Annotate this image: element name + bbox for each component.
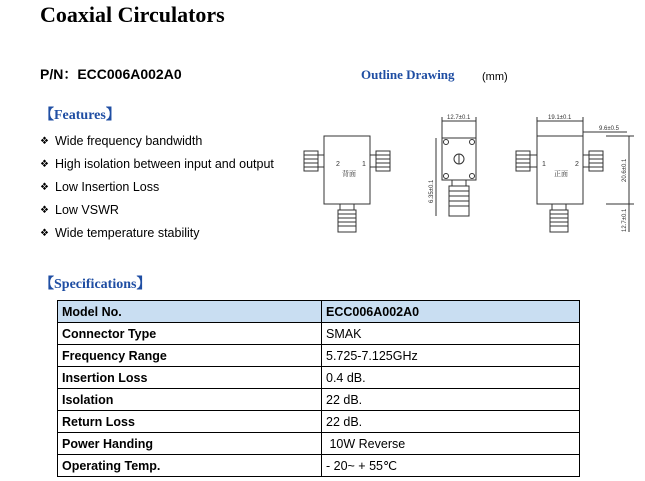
front-view <box>516 115 634 232</box>
spec-value: 10W Reverse <box>322 433 580 455</box>
port-label: 2 <box>336 161 340 168</box>
diamond-bullet-icon: ❖ <box>40 228 49 239</box>
diamond-bullet-icon: ❖ <box>40 205 49 216</box>
table-row <box>58 323 580 345</box>
table-row <box>58 433 580 455</box>
spec-label: Operating Temp. <box>58 455 322 477</box>
port-label: 2 <box>575 161 579 168</box>
spec-value: 22 dB. <box>322 389 580 411</box>
outline-drawing <box>296 108 641 258</box>
dim-right-offset: 9.6±0.5 <box>599 126 619 132</box>
dim-right-h1: 20.6±0.1 <box>622 158 628 182</box>
spec-value: 5.725-7.125GHz <box>322 345 580 367</box>
table-row <box>58 345 580 367</box>
table-row <box>58 389 580 411</box>
spec-value: - 20~ + 55℃ <box>322 455 580 477</box>
feature-item: ❖ Wide frequency bandwidth <box>40 134 203 148</box>
header-cell: ECC006A002A0 <box>322 301 580 323</box>
table-row <box>58 455 580 477</box>
feature-item: ❖ Wide temperature stability <box>40 226 200 240</box>
spec-label: Connector Type <box>58 323 322 345</box>
features-heading: 【Features】 <box>40 108 120 123</box>
port-label: 1 <box>542 161 546 168</box>
diamond-bullet-icon: ❖ <box>40 136 49 147</box>
spec-label: Power Handing <box>58 433 322 455</box>
spec-value: SMAK <box>322 323 580 345</box>
table-row <box>58 411 580 433</box>
specifications-heading: 【Specifications】 <box>40 277 151 292</box>
spec-label: Frequency Range <box>58 345 322 367</box>
spec-label: Isolation <box>58 389 322 411</box>
page-title: Coaxial Circulators <box>40 2 225 27</box>
features-list <box>40 134 274 249</box>
part-number: P/N：ECC006A002A0 <box>40 66 182 82</box>
dim-right-h2: 12.7±0.1 <box>622 208 628 232</box>
back-label: 背面 <box>342 171 356 178</box>
table-row <box>58 367 580 389</box>
outline-unit: (mm) <box>482 71 508 83</box>
diamond-bullet-icon: ❖ <box>40 159 49 170</box>
top-view <box>429 115 476 216</box>
feature-item: ❖ Low Insertion Loss <box>40 180 160 194</box>
port-label: 1 <box>362 161 366 168</box>
diamond-bullet-icon: ❖ <box>40 182 49 193</box>
spec-value: 0.4 dB. <box>322 367 580 389</box>
header-cell: Model No. <box>58 301 322 323</box>
dim-top-width: 12.7±0.1 <box>447 115 471 121</box>
specifications-table <box>57 300 580 477</box>
back-view <box>304 136 390 232</box>
outline-drawing-heading: Outline Drawing <box>361 67 455 82</box>
front-label: 正面 <box>554 171 568 178</box>
spec-label: Return Loss <box>58 411 322 433</box>
spec-value: 22 dB. <box>322 411 580 433</box>
dim-side-height: 6.35±0.1 <box>429 179 435 203</box>
feature-item: ❖ Low VSWR <box>40 203 119 217</box>
table-header-row <box>58 301 580 323</box>
dim-right-width: 19.1±0.1 <box>548 115 572 121</box>
spec-label: Insertion Loss <box>58 367 322 389</box>
feature-item: ❖ High isolation between input and output <box>40 157 274 171</box>
